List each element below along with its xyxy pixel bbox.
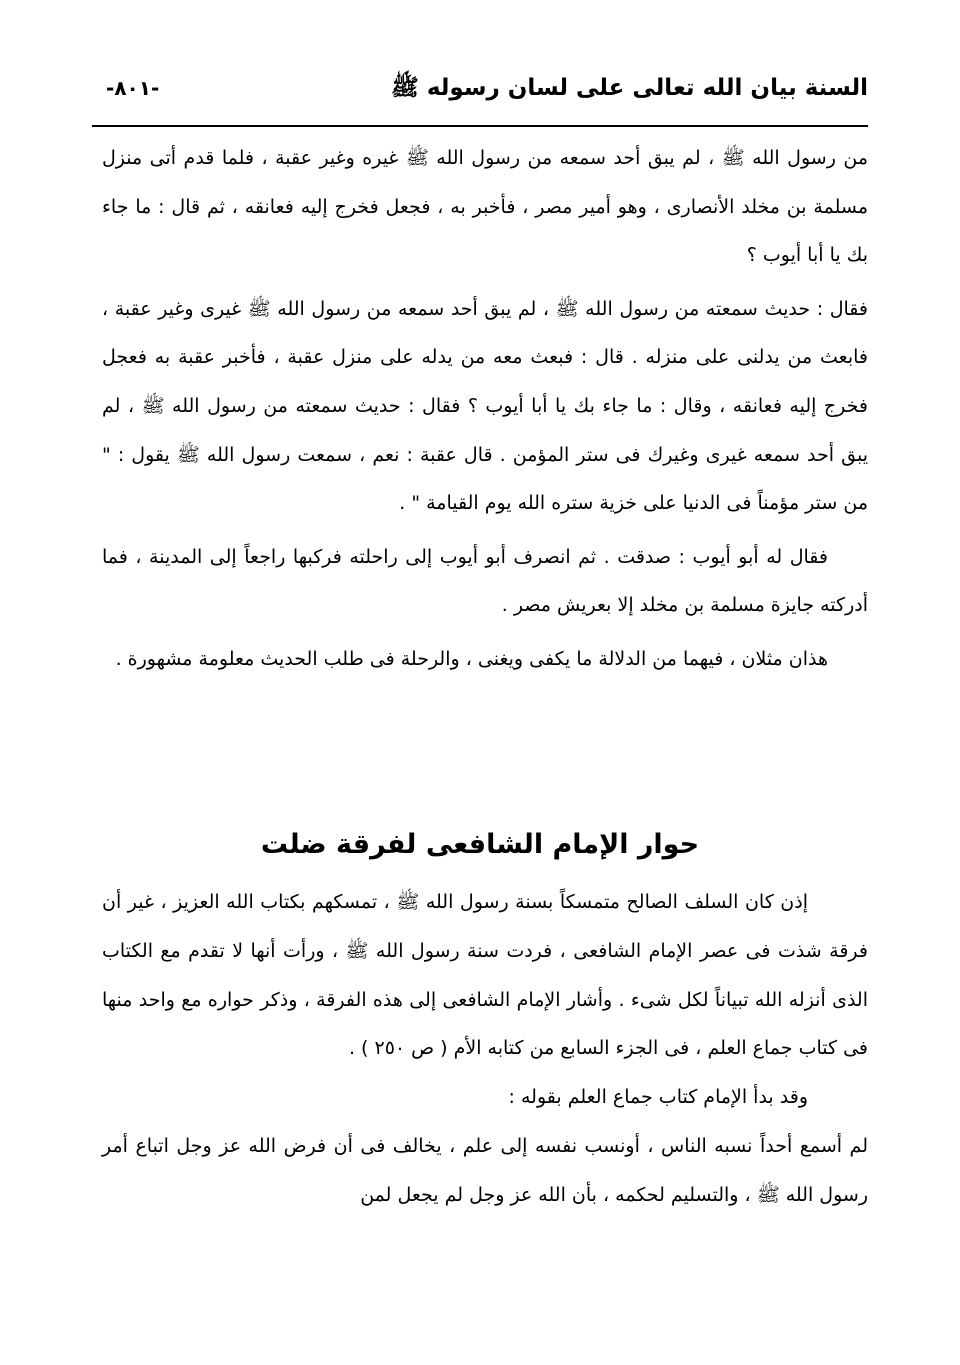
paragraph: وقد بدأ الإمام كتاب جماع العلم بقوله : <box>508 1086 808 1109</box>
paragraph: إذن كان السلف الصالح متمسكاً بسنة رسول الله ﷺ ، تمسكهم بكتاب الله العزيز ، غير أن فرقة شذت فى عصر الإمام الشافعى ، فردت سنة رسول الله ﷺ ، ورأت أنها لا تقدم مع الكتاب الذى أنزله الله تبياناً لكل شىء . وأشار الإمام الشافعى إلى هذه الفرقة ، وذكر حواره مع واحد منها فى كتاب جماع العلم ، فى الجزء السابع من كتابه الأم ( ص ٢٥٠ ) . <box>102 891 868 1060</box>
header-divider <box>92 125 868 127</box>
paragraph: هذان مثلان ، فيهما من الدلالة ما يكفى ويغنى ، والرحلة فى طلب الحديث معلومة مشهورة . <box>115 647 828 670</box>
paragraph: فقال له أبو أيوب : صدقت . ثم انصرف أبو أيوب إلى راحلته فركبها راجعاً إلى المدينة ، فما أدركته جايزة مسلمة بن مخلد إلا بعريش مصر . <box>102 545 868 617</box>
section-2-body <box>102 878 868 1220</box>
running-title: السنة بيان الله تعالى على لسان رسوله ﷺ <box>391 75 868 101</box>
page-number: -٨٠١- <box>106 76 160 100</box>
paragraph: فقال : حديث سمعته من رسول الله ﷺ ، لم يبق أحد سمعه من رسول الله ﷺ غيرى وغير عقبة ، فابعث من يدلنى على منزله . قال : فبعث معه من يدله على منزل عقبة ، فأخبر عقبة به فعجل فخرج إليه فعانقه ، وقال : ما جاء بك يا أبا أيوب ؟ فقال : حديث سمعته من رسول الله ﷺ ، لم يبق أحد سمعه غيرى وغيرك فى ستر المؤمن . قال عقبة : نعم ، سمعت رسول الله ﷺ يقول : " من ستر مؤمناً فى الدنيا على خزية ستره الله يوم القيامة " . <box>102 297 868 515</box>
running-header <box>92 68 868 120</box>
section-heading: حوار الإمام الشافعى لفرقة ضلت <box>260 829 700 860</box>
paragraph: من رسول الله ﷺ ، لم يبق أحد سمعه من رسول الله ﷺ غيره وغير عقبة ، فلما قدم أتى منزل مسلمة بن مخلد الأنصارى ، وهو أمير مصر ، فأخبر به ، فجعل فخرج إليه فعانقه ، ثم قال : ما جاء بك يا أبا أيوب ؟ <box>102 147 868 267</box>
paragraph: لم أسمع أحداً نسبه الناس ، أونسب نفسه إلى علم ، يخالف فى أن فرض الله عز وجل اتباع أمر رسول الله ﷺ ، والتسليم لحكمه ، بأن الله عز وجل لم يجعل لمن <box>102 1134 868 1206</box>
section-1-body <box>102 134 868 684</box>
